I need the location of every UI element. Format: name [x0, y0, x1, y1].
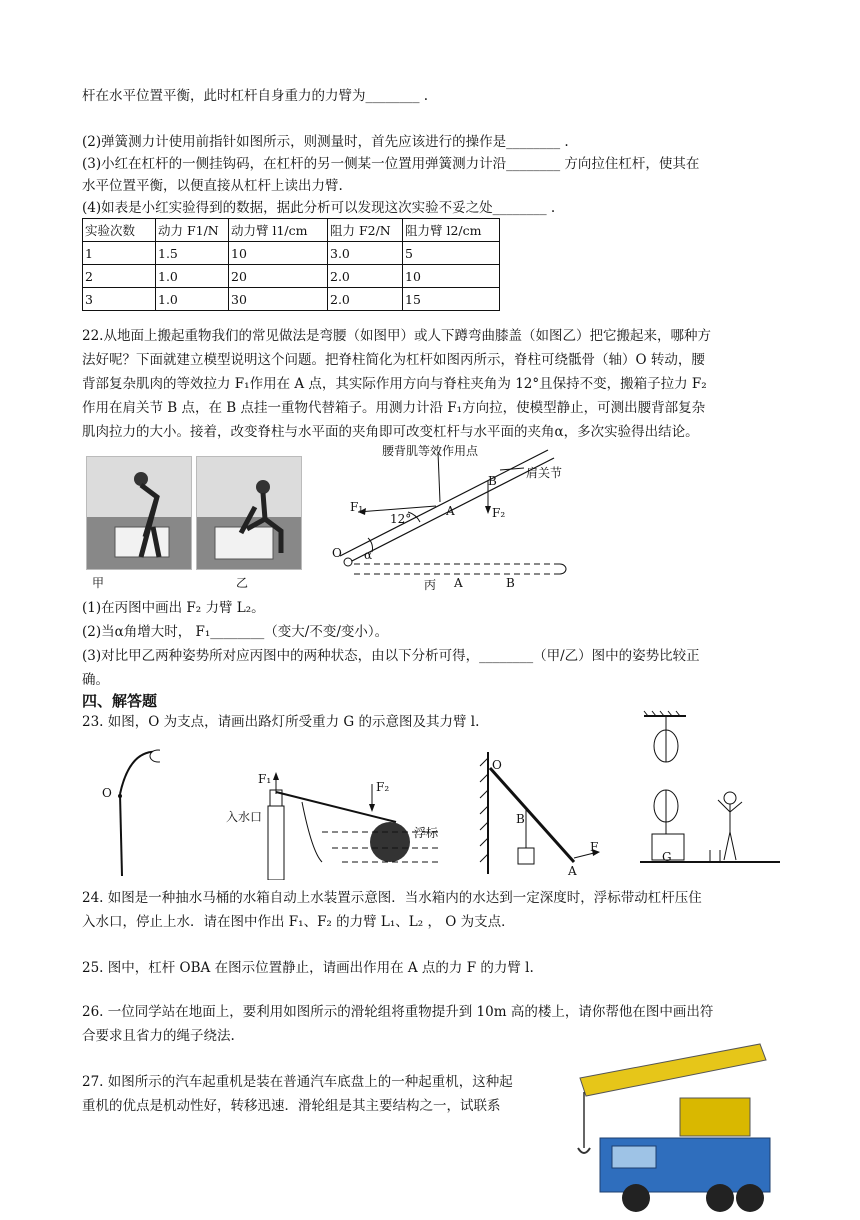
toilet-inlet-label: 入水口 — [226, 810, 263, 824]
table-cell: 1.5 — [156, 242, 229, 265]
fig-label-yi: 乙 — [236, 576, 249, 590]
table-cell: 1 — [83, 242, 156, 265]
lever-b-label: B — [516, 812, 525, 826]
crane-truck-image — [560, 1038, 778, 1216]
table-cell: 3.0 — [328, 242, 403, 265]
lever-oba-figure — [474, 748, 604, 880]
q21-part3a: (3)小红在杠杆的一侧挂钩码，在杠杆的另一侧某一位置用弹簧测力计沿________ 方向拉住杠杆，使其在 — [82, 156, 700, 172]
toilet-float-label: 浮标 — [414, 826, 439, 840]
table-header-cell: 阻力 F2/N — [328, 219, 403, 242]
q22-intro-line5: 肌肉拉力的大小。接着，改变脊柱与水平面的夹角即可改变杠杆与水平面的夹角α，多次实验得出结论。 — [82, 424, 699, 440]
table-cell: 20 — [229, 265, 328, 288]
pulley-g-label: G — [662, 850, 672, 864]
section-heading: 四、解答题 — [82, 692, 158, 710]
diagram-bing — [328, 440, 568, 590]
q25-text: 25. 图中，杠杆 OBA 在图示位置静止，请画出作用在 A 点的力 F 的力臂 l. — [82, 960, 534, 976]
q23-text: 23. 如图，O 为支点，请画出路灯所受重力 G 的示意图及其力臂 l. — [82, 714, 480, 730]
photo-jia — [86, 456, 192, 570]
crane-truck-drawing — [560, 1038, 778, 1216]
table-cell: 5 — [403, 242, 500, 265]
table-cell: 15 — [403, 288, 500, 311]
squatting-person-illustration — [197, 457, 301, 569]
toilet-float-figure — [222, 772, 446, 880]
bending-person-illustration — [87, 457, 191, 569]
pulley-system-drawing — [640, 710, 780, 882]
pulley-figure — [640, 710, 780, 882]
q26-line2: 合要求且省力的绳子绕法. — [82, 1028, 235, 1044]
q26-line1: 26. 一位同学站在地面上，要利用如图所示的滑轮组将重物提升到 10m 高的楼上，请你帮他在图中画出符 — [82, 1004, 714, 1020]
q22-sub3a: (3)对比甲乙两种姿势所对应丙图中的两种状态，由以下分析可得，________（甲/乙）图中的姿势比较正 — [82, 648, 700, 664]
table-header-cell: 动力 F1/N — [156, 219, 229, 242]
q22-sub3b: 确。 — [82, 672, 109, 688]
streetlamp-figure — [100, 738, 160, 880]
q21-part2: (2)弹簧测力计使用前指针如图所示，则测量时，首先应该进行的操作是________ . — [82, 134, 569, 150]
fig-label-o: O — [332, 546, 342, 560]
q21-data-table — [82, 218, 500, 311]
fig-label-f1: F₁ — [350, 500, 364, 514]
fig-label-bing: 丙 — [424, 578, 437, 592]
fig-label-a: A — [446, 504, 455, 518]
table-cell: 3 — [83, 288, 156, 311]
table-header-cell: 动力臂 l1/cm — [229, 219, 328, 242]
table-row — [83, 288, 500, 311]
q22-intro-line1: 22.从地面上搬起重物我们的常见做法是弯腰（如图甲）或人下蹲弯曲膝盖（如图乙）把它搬起来，哪种方 — [82, 328, 711, 344]
q22-sub1: (1)在丙图中画出 F₂ 力臂 L₂。 — [82, 600, 265, 616]
q27-line2: 重机的优点是机动性好，转移迅速．滑轮组是其主要结构之一，试联系 — [82, 1098, 501, 1114]
table-row — [83, 265, 500, 288]
q24-line1: 24. 如图是一种抽水马桶的水箱自动上水装置示意图．当水箱内的水达到一定深度时，浮标带动杠杆压住 — [82, 890, 702, 906]
fig-label-a2: A — [454, 576, 463, 590]
q22-intro-line4: 作用在肩关节 B 点，在 B 点挂一重物代替箱子。用测力计沿 F₁方向拉，使模型静止，可测出腰背部复杂 — [82, 400, 706, 416]
q21-part3b: 水平位置平衡，以便直接从杠杆上读出力臂. — [82, 178, 343, 194]
q21-part4: (4)如表是小红实验得到的数据，据此分析可以发现这次实验不妥之处________ . — [82, 200, 556, 216]
q22-sub2: (2)当α角增大时， F₁________（变大/不变/变小）。 — [82, 624, 389, 640]
photo-yi — [196, 456, 302, 570]
q27-line1: 27. 如图所示的汽车起重机是装在普通汽车底盘上的一种起重机，这种起 — [82, 1074, 513, 1090]
q22-intro-line3: 背部复杂肌肉的等效拉力 F₁作用在 A 点，其实际作用方向与脊柱夹角为 12°且保持不变，搬箱子拉力 F₂ — [82, 376, 707, 392]
table-cell: 1.0 — [156, 288, 229, 311]
streetlamp-o-label: O — [102, 786, 112, 800]
q24-line2: 入水口，停止上水．请在图中作出 F₁、F₂ 的力臂 L₁、L₂ ， O 为支点． — [82, 914, 515, 930]
q22-intro-line2: 法好呢？下面就建立模型说明这个问题。把脊柱简化为杠杆如图丙所示，脊柱可绕骶骨（轴）O 转动，腰 — [82, 352, 705, 368]
lever-a-label: A — [568, 864, 577, 878]
fig-label-angle: 12° — [390, 512, 412, 526]
fig-label-b: B — [488, 474, 497, 488]
table-cell: 1.0 — [156, 265, 229, 288]
lever-f-label: F — [590, 840, 599, 854]
toilet-float-drawing — [222, 772, 446, 880]
table-cell: 10 — [229, 242, 328, 265]
table-cell: 30 — [229, 288, 328, 311]
toilet-f2-label: F₂ — [376, 780, 390, 794]
fig-label-shoulder: 肩关节 — [526, 466, 563, 480]
streetlamp-drawing — [100, 738, 160, 880]
toilet-f1-label: F₁ — [258, 772, 272, 786]
table-cell: 2.0 — [328, 265, 403, 288]
fig-label-b2: B — [506, 576, 515, 590]
table-cell: 2.0 — [328, 288, 403, 311]
table-header-cell: 实验次数 — [83, 219, 156, 242]
table-cell: 10 — [403, 265, 500, 288]
fig-label-alpha: α — [364, 548, 373, 562]
table-cell: 2 — [83, 265, 156, 288]
lever-o-label: O — [492, 758, 502, 772]
table-header-row — [83, 219, 500, 242]
table-header-cell: 阻力臂 l2/cm — [403, 219, 500, 242]
q21-line0: 杆在水平位置平衡，此时杠杆自身重力的力臂为________ . — [82, 88, 429, 104]
table-row — [83, 242, 500, 265]
fig-label-muscle: 腰背肌等效作用点 — [382, 444, 479, 458]
fig-label-jia: 甲 — [92, 576, 105, 590]
fig-label-f2: F₂ — [492, 506, 506, 520]
